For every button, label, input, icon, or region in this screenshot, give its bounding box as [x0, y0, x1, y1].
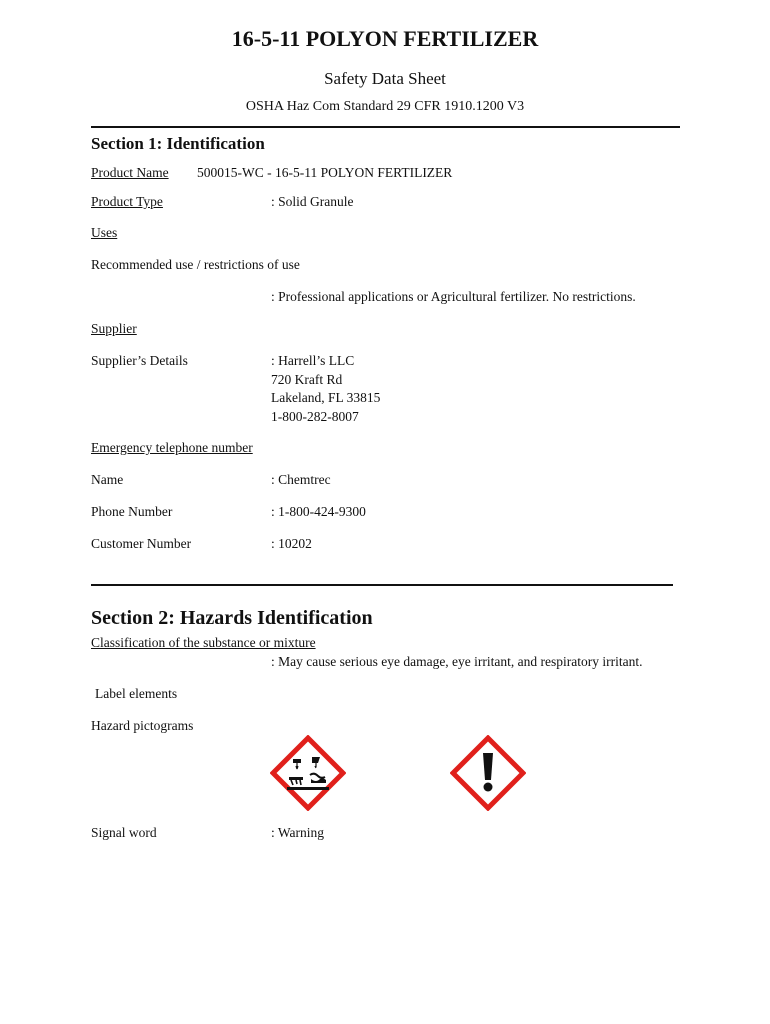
phone-label: Phone Number: [91, 504, 173, 519]
document-subtitle: Safety Data Sheet: [324, 69, 446, 88]
hazard-pictograms-label: Hazard pictograms: [91, 718, 194, 733]
signal-word-value: : Warning: [271, 825, 325, 840]
corrosion-icon: [270, 735, 346, 811]
product-type-label: Product Type: [91, 194, 163, 209]
supplier-address: [271, 352, 380, 426]
customer-number-label: Customer Number: [91, 536, 192, 551]
supplier-heading: Supplier: [91, 321, 137, 336]
supplier-details-label: Supplier’s Details: [91, 353, 188, 368]
name-value: : Chemtrec: [271, 472, 331, 487]
header-divider: [91, 126, 680, 128]
phone-value: : 1-800-424-9300: [271, 504, 366, 519]
supplier-line: Lakeland, FL 33815: [271, 390, 381, 405]
product-name-label: Product Name: [91, 165, 169, 180]
section-1-heading: Section 1: Identification: [91, 134, 265, 153]
classification-label: Classification of the substance or mixture: [91, 635, 316, 650]
supplier-line: 720 Kraft Rd: [271, 371, 343, 387]
document-title: 16-5-11 POLYON FERTILIZER: [231, 26, 539, 51]
section-2-heading: Section 2: Hazards Identification: [91, 607, 373, 629]
uses-heading: Uses: [91, 225, 118, 240]
customer-number-value: : 10202: [271, 536, 312, 551]
standard-reference: OSHA Haz Com Standard 29 CFR 1910.1200 V3: [245, 99, 525, 114]
product-name-value: 500015-WC - 16-5-11 POLYON FERTILIZER: [197, 165, 453, 180]
product-type-value: : Solid Granule: [271, 194, 354, 209]
signal-word-label: Signal word: [91, 825, 157, 840]
recommended-use-value: : Professional applications or Agricultural fertilizer. No restrictions.: [271, 289, 636, 304]
name-label: Name: [91, 472, 124, 487]
label-elements: Label elements: [95, 686, 178, 701]
supplier-line: : Harrell’s LLC: [271, 353, 355, 368]
exclamation-mark-icon: [450, 735, 526, 811]
recommended-use-label: Recommended use / restrictions of use: [91, 257, 300, 272]
supplier-line: 1-800-282-8007: [271, 408, 359, 424]
classification-value: : May cause serious eye damage, eye irritant, and respiratory irritant.: [271, 654, 643, 669]
section-divider: [91, 584, 673, 586]
emergency-heading: Emergency telephone number: [91, 440, 253, 455]
